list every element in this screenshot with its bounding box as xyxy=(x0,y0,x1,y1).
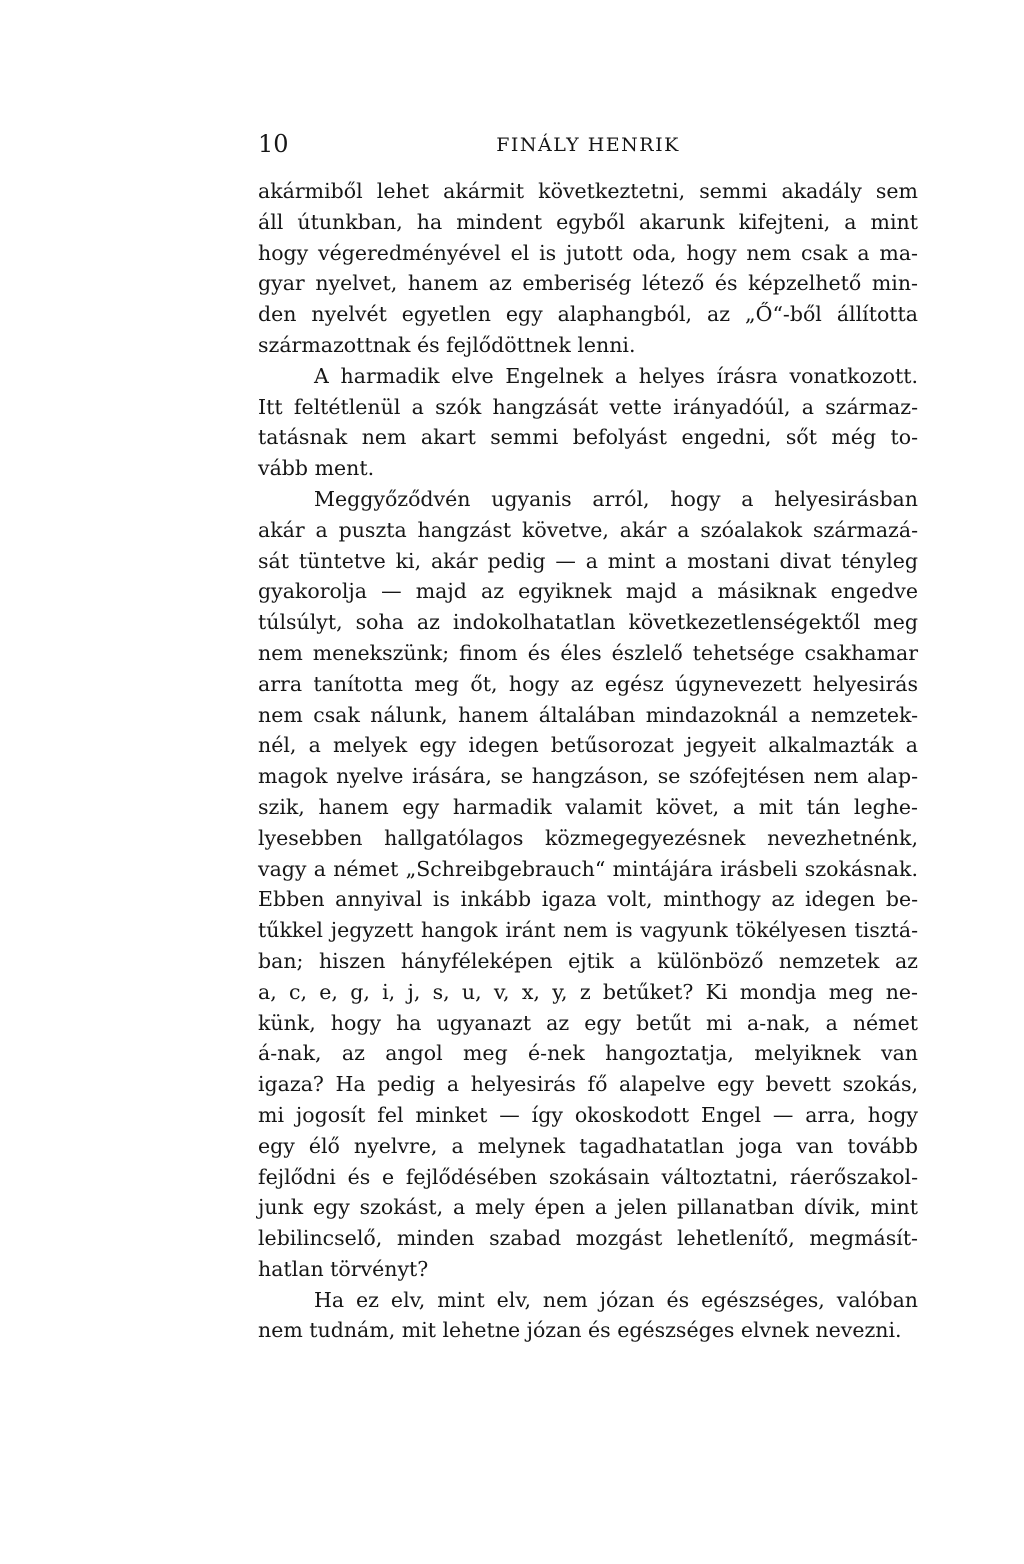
paragraph xyxy=(258,361,918,484)
text-line: akár a puszta hangzást követve, akár a szóalakok származá- xyxy=(258,517,918,542)
text-line: Ebben annyival is inkább igaza volt, minthogy az idegen be- xyxy=(258,887,918,912)
text-line: arra tanította meg őt, hogy az egész úgynevezett helyesirás xyxy=(258,671,918,696)
text-line: gyakorolja — majd az egyiknek majd a másiknak engedve xyxy=(258,579,918,604)
body-text xyxy=(258,176,918,1346)
text-line: származottnak és fejlődöttnek lenni. xyxy=(258,332,636,357)
text-line: szik, hanem egy harmadik valamit követ, a mit tán leghe- xyxy=(258,794,918,819)
text-line: igaza? Ha pedig a helyesirás fő alapelve egy bevett szokás, xyxy=(258,1072,918,1097)
text-line: a, c, e, g, i, j, s, u, v, x, y, z betűket? Ki mondja meg ne- xyxy=(258,979,918,1004)
text-line: vagy a német „Schreibgebrauch“ mintájára irásbeli szokásnak. xyxy=(258,856,918,881)
paragraph xyxy=(258,176,918,361)
text-line: gyar nyelvet, hanem az emberiség létező és képzelhető min- xyxy=(258,271,918,296)
text-line: magok nyelve irására, se hangzáson, se szófejtésen nem alap- xyxy=(258,764,918,789)
text-line: A harmadik elve Engelnek a helyes írásra vonatkozott. xyxy=(314,363,918,388)
text-line: mi jogosít fel minket — így okoskodott Engel — arra, hogy xyxy=(258,1102,918,1127)
text-line: ban; hiszen hányféleképen ejtik a különböző nemzetek az xyxy=(258,948,918,973)
text-line: den nyelvét egyetlen egy alaphangból, az „Ő“-ből állította xyxy=(258,302,918,327)
text-line: akármiből lehet akármit következtetni, semmi akadály sem xyxy=(258,179,918,203)
text-line: lyesebben hallgatólagos közmegegyezésnek nevezhetnénk, xyxy=(258,825,918,850)
paragraph xyxy=(258,484,918,1285)
text-line: nél, a melyek egy idegen betűsorozat jegyeit alkalmazták a xyxy=(258,733,918,758)
text-line: nem csak nálunk, hanem általában mindazoknál a nemzetek- xyxy=(258,702,918,727)
running-title: FINÁLY HENRIK xyxy=(496,134,680,156)
text-line: nem menekszünk; finom és éles észlelő tehetsége csakhamar xyxy=(258,640,918,665)
text-line: egy élő nyelvre, a melynek tagadhatatlan joga van tovább xyxy=(258,1133,918,1158)
text-line: á-nak, az angol meg é-nek hangoztatja, melyiknek van xyxy=(258,1041,918,1066)
text-line: Itt feltétlenül a szók hangzását vette irányadóúl, a származ- xyxy=(258,394,918,419)
text-line: tatásnak nem akart semmi befolyást engedni, sőt még to- xyxy=(258,425,918,450)
text-line: Meggyőződvén ugyanis arról, hogy a helyesirásban xyxy=(314,486,918,511)
text-line: sát tüntetve ki, akár pedig — a mint a mostani divat tényleg xyxy=(258,548,918,573)
text-line: túlsúlyt, soha az indokolhatatlan következetlenségektől meg xyxy=(258,610,918,635)
text-line: lebilincselő, minden szabad mozgást lehetlenítő, megmásít- xyxy=(258,1226,918,1251)
text-line: fejlődni és e fejlődésében szokásain változtatni, ráerőszakol- xyxy=(258,1164,918,1189)
book-page xyxy=(258,128,918,1346)
page-number: 10 xyxy=(258,130,289,158)
text-line: vább ment. xyxy=(258,456,375,481)
running-head xyxy=(258,128,918,164)
text-line: nem tudnám, mit lehetne józan és egészséges elvnek nevezni. xyxy=(258,1318,902,1343)
paragraph xyxy=(258,1285,918,1347)
text-line: áll útunkban, ha mindent egyből akarunk kifejteni, a mint xyxy=(258,209,918,234)
text-line: tűkkel jegyzett hangok iránt nem is vagyunk tökélyesen tisztá- xyxy=(258,918,918,943)
text-line: künk, hogy ha ugyanazt az egy betűt mi a-nak, a német xyxy=(258,1010,918,1035)
text-line: hogy végeredményével el is jutott oda, hogy nem csak a ma- xyxy=(258,240,918,265)
text-line: Ha ez elv, mint elv, nem józan és egészséges, valóban xyxy=(314,1287,918,1312)
text-line: junk egy szokást, a mely épen a jelen pillanatban dívik, mint xyxy=(258,1195,918,1220)
text-line: hatlan törvényt? xyxy=(258,1256,429,1281)
